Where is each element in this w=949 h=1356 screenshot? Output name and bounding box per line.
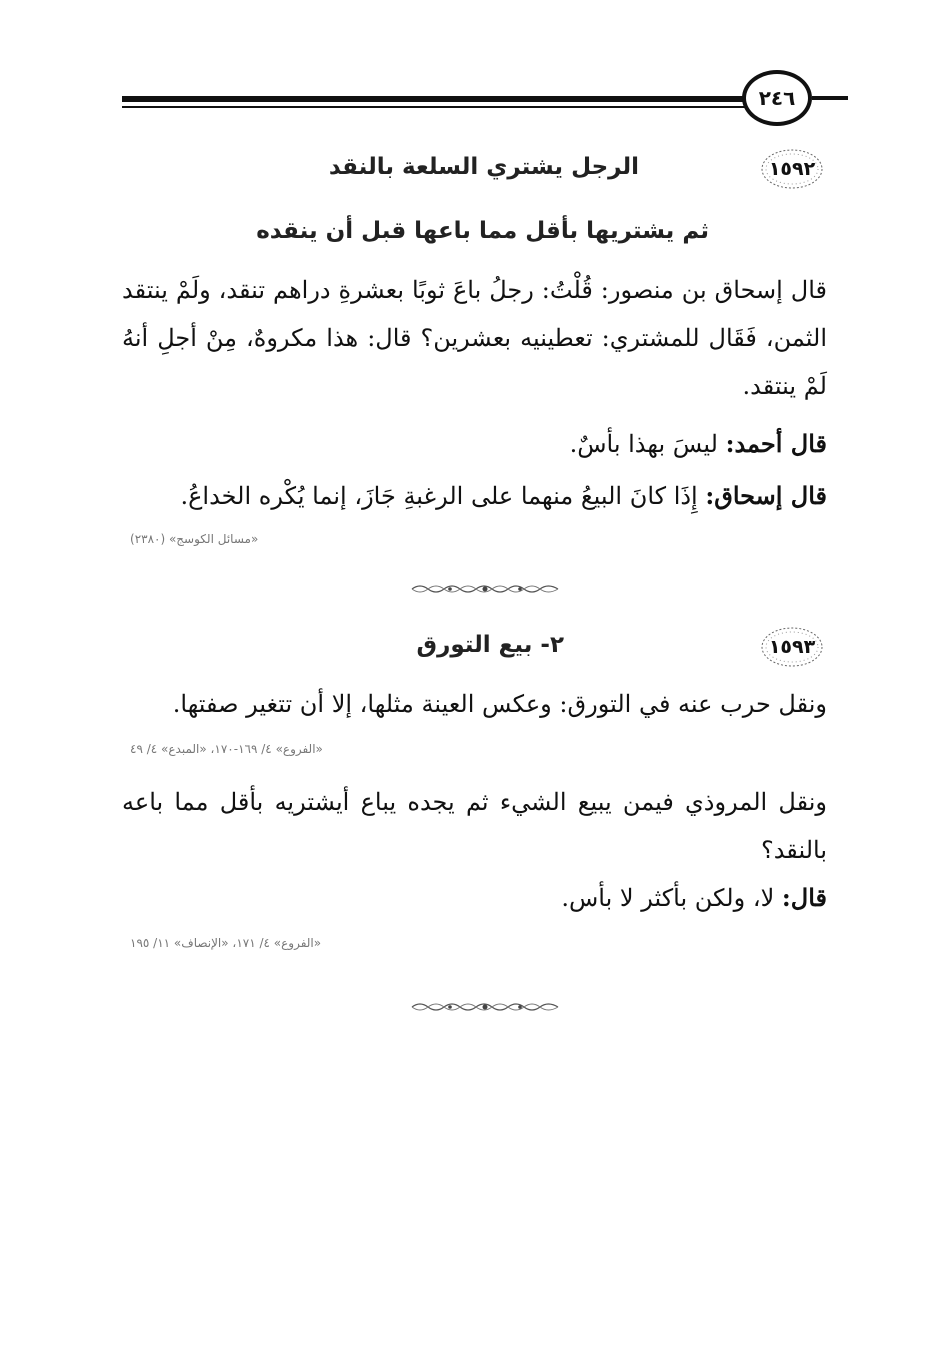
- statement-text: لا، ولكن بأكثر لا بأس.: [561, 884, 775, 912]
- ishaq-statement: [180, 476, 827, 516]
- section-number-badge: [760, 148, 824, 190]
- section-number: ١٥٩٢: [768, 158, 816, 180]
- marwadhi-narration: ونقل المروذي فيمن يبيع الشيء ثم يجده يباع أيشتريه بأقل مما باعه بالنقد؟: [122, 788, 827, 864]
- section-subtitle: ثم يشتريها بأقل مما باعها قبل أن ينقده: [256, 218, 709, 244]
- speaker-label: قال:: [781, 883, 827, 912]
- reference-citation: «مسائل الكوسج» (٢٣٨٠): [130, 532, 259, 546]
- page-number: ٢٤٦: [742, 70, 812, 126]
- header-rule-thin: [122, 106, 752, 108]
- reference-citation: «الفروع» ٤/ ١٦٩-١٧٠، «المبدع» ٤/ ٤٩: [130, 742, 323, 756]
- section-number-badge: [760, 626, 824, 668]
- speaker-label: قال إسحاق:: [705, 481, 827, 510]
- ornament-divider-icon: [410, 1000, 560, 1014]
- section-title: ٢- بيع التورق: [416, 632, 564, 658]
- statement-text: ليسَ بهذا بأسٌ.: [569, 430, 718, 458]
- answer-statement: [561, 878, 827, 918]
- harb-narration: ونقل حرب عنه في التورق: وعكس العينة مثلها، إلا أن تتغير صفتها.: [172, 690, 827, 718]
- ornament-divider-icon: [410, 582, 560, 596]
- statement-text: إِذَا كانَ البيعُ منهما على الرغبةِ جَازَ، إنما يُكْره الخداعُ.: [180, 482, 698, 510]
- section-title: الرجل يشتري السلعة بالنقد: [328, 154, 639, 180]
- section-paragraph: قال إسحاق بن منصور: قُلْتُ: رجلُ باعَ ثوبًا بعشرةِ دراهم تنقد، ولَمْ ينتقد الثمن، فَقَال للمشتري: تعطينيه بعشرين؟ قال: هذا مكروهٌ، مِنْ أجلِ أنهُ لَمْ ينتقد.: [122, 276, 827, 400]
- section-number: ١٥٩٣: [768, 636, 816, 658]
- header-rule: [122, 96, 752, 102]
- header-rule-right: [812, 96, 848, 100]
- ahmad-statement: [570, 424, 827, 464]
- reference-citation: «الفروع» ٤/ ١٧١، «الإنصاف» ١١/ ١٩٥: [130, 936, 322, 950]
- speaker-label: قال أحمد:: [725, 429, 827, 458]
